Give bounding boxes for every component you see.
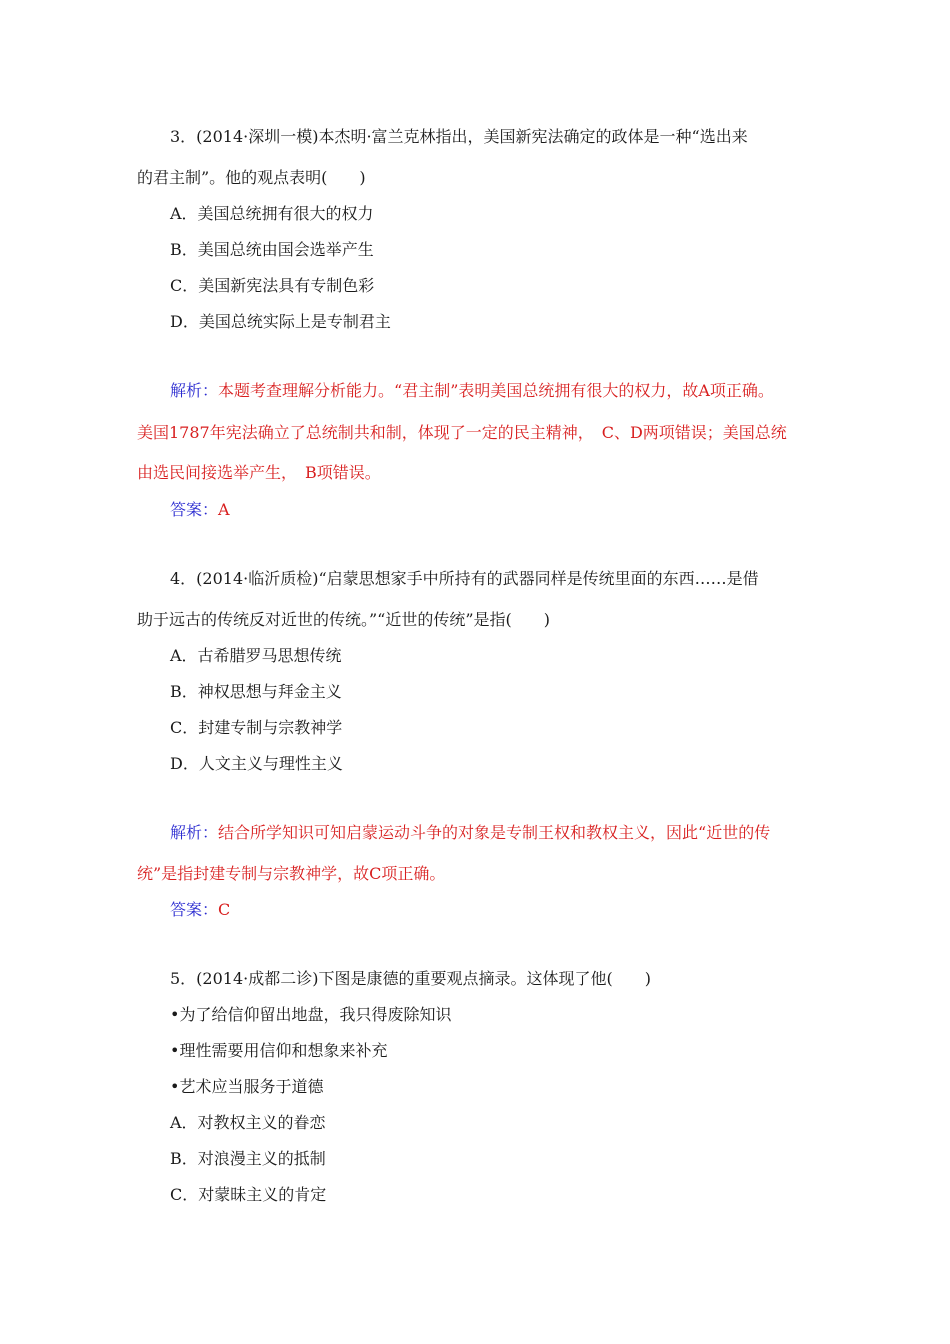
q5-stem-line1: 5．(2014·成都二诊)下图是康德的重要观点摘录。这体现了他( )	[170, 969, 651, 988]
q3-answer-value: A	[218, 500, 230, 519]
q5-quote-3: •艺术应当服务于道德	[170, 1077, 324, 1096]
q3-stem-line2: 的君主制”。他的观点表明( )	[137, 168, 366, 187]
q3-analysis-line1	[170, 380, 774, 402]
q4-answer-value: C	[218, 900, 231, 919]
q4-stem-line2: 助于远古的传统反对近世的传统。”“近世的传统”是指( )	[137, 610, 551, 629]
q4-analysis-line1	[170, 822, 770, 844]
q4-option-a: A．古希腊罗马思想传统	[170, 646, 342, 665]
q5-quote-1: •为了给信仰留出地盘，我只得废除知识	[170, 1005, 452, 1024]
q5-option-a: A．对教权主义的眷恋	[170, 1113, 326, 1132]
q3-analysis-text1: 本题考查理解分析能力。“君主制”表明美国总统拥有很大的权力，故A项正确。	[218, 381, 774, 400]
q4-stem-line1: 4．(2014·临沂质检)“启蒙思想家手中所持有的武器同样是传统里面的东西……是借	[170, 569, 759, 588]
q3-answer	[170, 499, 230, 521]
q3-stem-line1: 3．(2014·深圳一模)本杰明·富兰克林指出，美国新宪法确定的政体是一种“选出来	[170, 127, 748, 146]
q4-option-c: C．封建专制与宗教神学	[170, 718, 343, 737]
q4-answer-label: 答案：	[170, 900, 219, 919]
q4-answer	[170, 899, 230, 921]
q3-analysis-label: 解析：	[170, 381, 219, 400]
q3-option-a: A．美国总统拥有很大的权力	[170, 204, 374, 223]
q4-analysis-line2: 统”是指封建专制与宗教神学，故C项正确。	[137, 864, 446, 883]
q3-option-c: C．美国新宪法具有专制色彩	[170, 276, 375, 295]
q4-option-d: D．人文主义与理性主义	[170, 754, 343, 773]
q4-analysis-text1: 结合所学知识可知启蒙运动斗争的对象是专制王权和教权主义，因此“近世的传	[218, 823, 771, 842]
q3-analysis-line3: 由选民间接选举产生， B项错误。	[137, 463, 381, 482]
q3-analysis-line2: 美国1787年宪法确立了总统制共和制，体现了一定的民主精神， C、D两项错误；美国总统	[137, 423, 787, 442]
q4-option-b: B．神权思想与拜金主义	[170, 682, 342, 701]
q3-option-b: B．美国总统由国会选举产生	[170, 240, 374, 259]
q3-answer-label: 答案：	[170, 500, 219, 519]
q5-option-b: B．对浪漫主义的抵制	[170, 1149, 326, 1168]
q3-option-d: D．美国总统实际上是专制君主	[170, 312, 391, 331]
q5-quote-2: •理性需要用信仰和想象来补充	[170, 1041, 388, 1060]
q5-option-c: C．对蒙昧主义的肯定	[170, 1185, 327, 1204]
q4-analysis-label: 解析：	[170, 823, 219, 842]
